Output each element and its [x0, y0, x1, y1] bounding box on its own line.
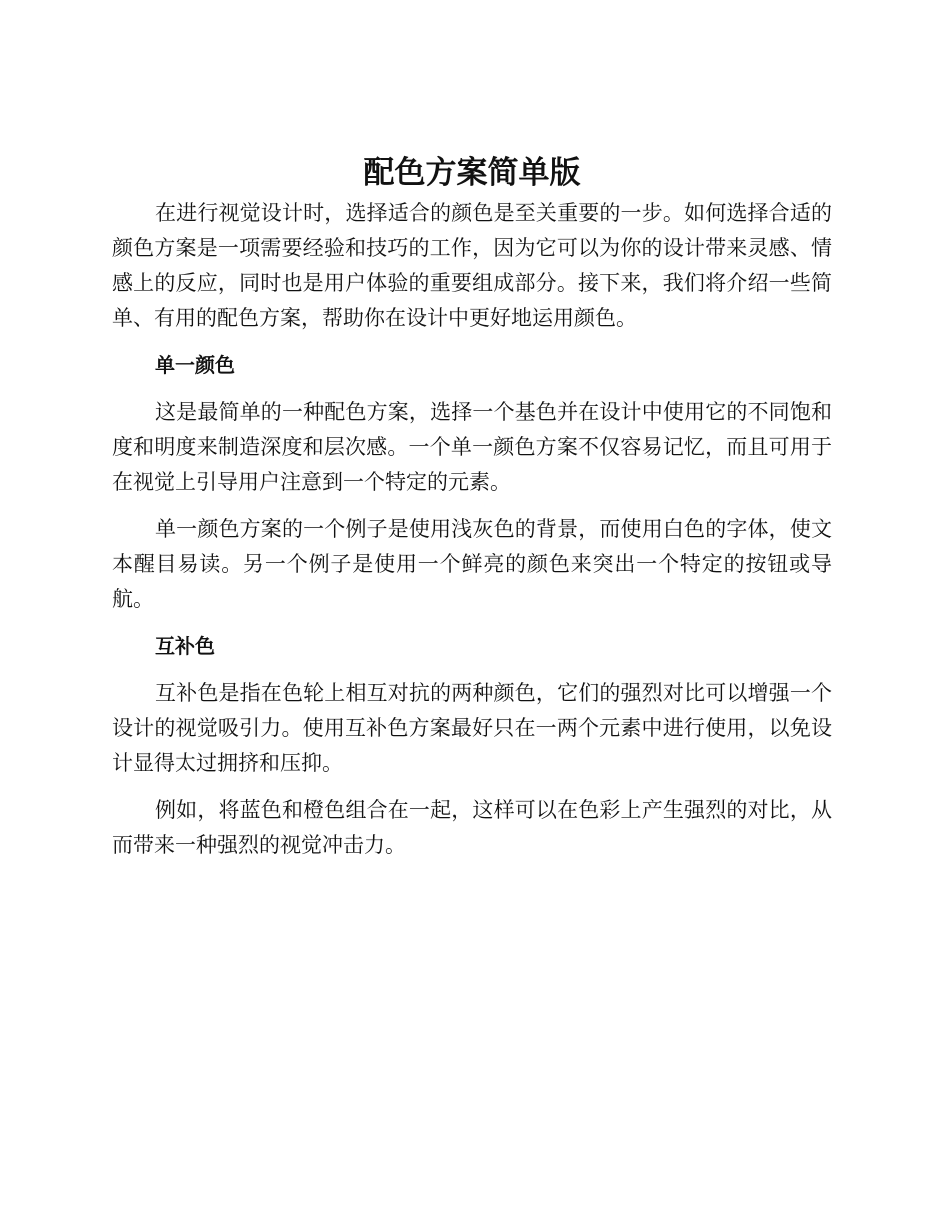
section-single-color [112, 348, 832, 617]
section-complementary-color [112, 629, 832, 863]
section-paragraph: 例如，将蓝色和橙色组合在一起，这样可以在色彩上产生强烈的对比，从而带来一种强烈的视觉冲击力。 [112, 798, 832, 857]
document-title: 配色方案简单版 [363, 155, 581, 191]
intro-paragraph: 在进行视觉设计时，选择适合的颜色是至关重要的一步。如何选择合适的颜色方案是一项需要经验和技巧的工作，因为它可以为你的设计带来灵感、情感上的反应，同时也是用户体验的重要组成部分。接下来，我们将介绍一些简单、有用的配色方案，帮助你在设计中更好地运用颜色。 [112, 201, 832, 330]
section-heading: 互补色 [155, 634, 215, 658]
section-paragraph: 单一颜色方案的一个例子是使用浅灰色的背景，而使用白色的字体，使文本醒目易读。另一个例子是使用一个鲜亮的颜色来突出一个特定的按钮或导航。 [112, 517, 832, 611]
section-paragraph: 互补色是指在色轮上相互对抗的两种颜色，它们的强烈对比可以增强一个设计的视觉吸引力。使用互补色方案最好只在一两个元素中进行使用，以免设计显得太过拥挤和压抑。 [112, 681, 832, 775]
section-heading: 单一颜色 [155, 353, 235, 377]
document-page [112, 148, 832, 863]
section-paragraph: 这是最简单的一种配色方案，选择一个基色并在设计中使用它的不同饱和度和明度来制造深度和层次感。一个单一颜色方案不仅容易记忆，而且可用于在视觉上引导用户注意到一个特定的元素。 [112, 400, 832, 494]
